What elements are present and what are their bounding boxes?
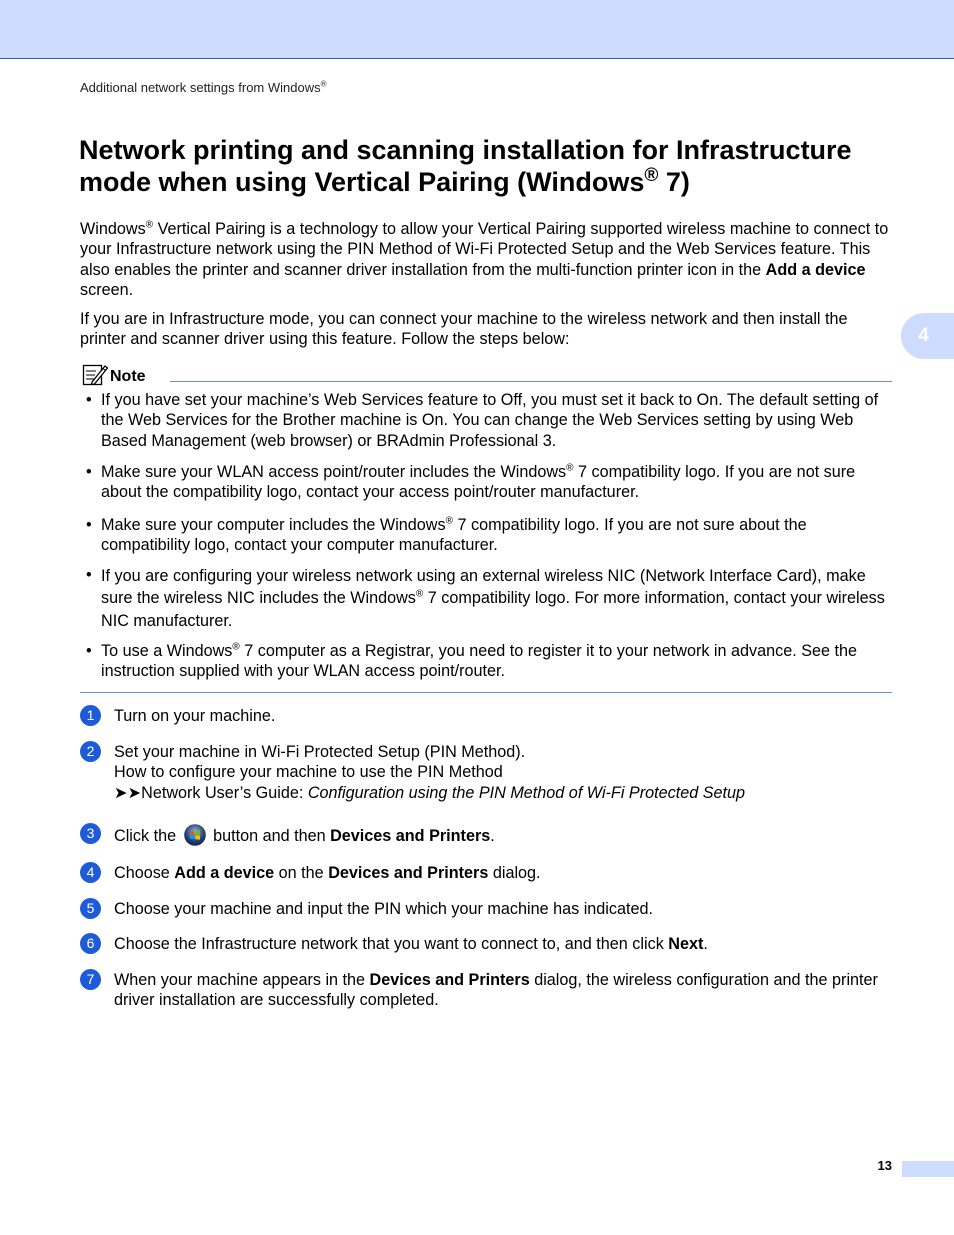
intro-paragraph-1: Windows® Vertical Pairing is a technology to allow your Vertical Pairing supported wireless machine to connect to your Infrastructure network using the PIN Method of Wi-Fi Protected Setup and the Web Services feature. This also enables the printer and scanner driver installation from the multi-function printer icon in the Add a device screen. <box>80 219 889 299</box>
note-divider <box>170 381 892 382</box>
step-number-badge: 6 <box>80 933 101 954</box>
step-number-badge: 2 <box>80 741 101 762</box>
step-number-badge: 7 <box>80 969 101 990</box>
page-number: 13 <box>877 1158 892 1173</box>
chapter-tab: 4 <box>901 313 954 359</box>
step-number-badge: 4 <box>80 862 101 883</box>
top-header-band <box>0 0 954 59</box>
step-number-badge: 3 <box>80 823 101 844</box>
footer-band <box>902 1161 954 1177</box>
note-pencil-icon <box>82 362 108 386</box>
intro-paragraph-2: If you are in Infrastructure mode, you can connect your machine to the wireless network and then install the printer and scanner driver using this feature. Follow the steps below: <box>80 310 848 349</box>
note-label: Note <box>110 368 146 385</box>
running-header: Additional network settings from Windows® <box>80 79 327 95</box>
windows-start-icon <box>184 824 206 846</box>
step-number-badge: 1 <box>80 705 101 726</box>
note-end-divider <box>80 692 892 693</box>
note-header <box>82 362 892 386</box>
step-number-badge: 5 <box>80 898 101 919</box>
page-title: Network printing and scanning installation for Infrastructure mode when using Vertical Pairing (Windows® 7) <box>79 135 852 197</box>
